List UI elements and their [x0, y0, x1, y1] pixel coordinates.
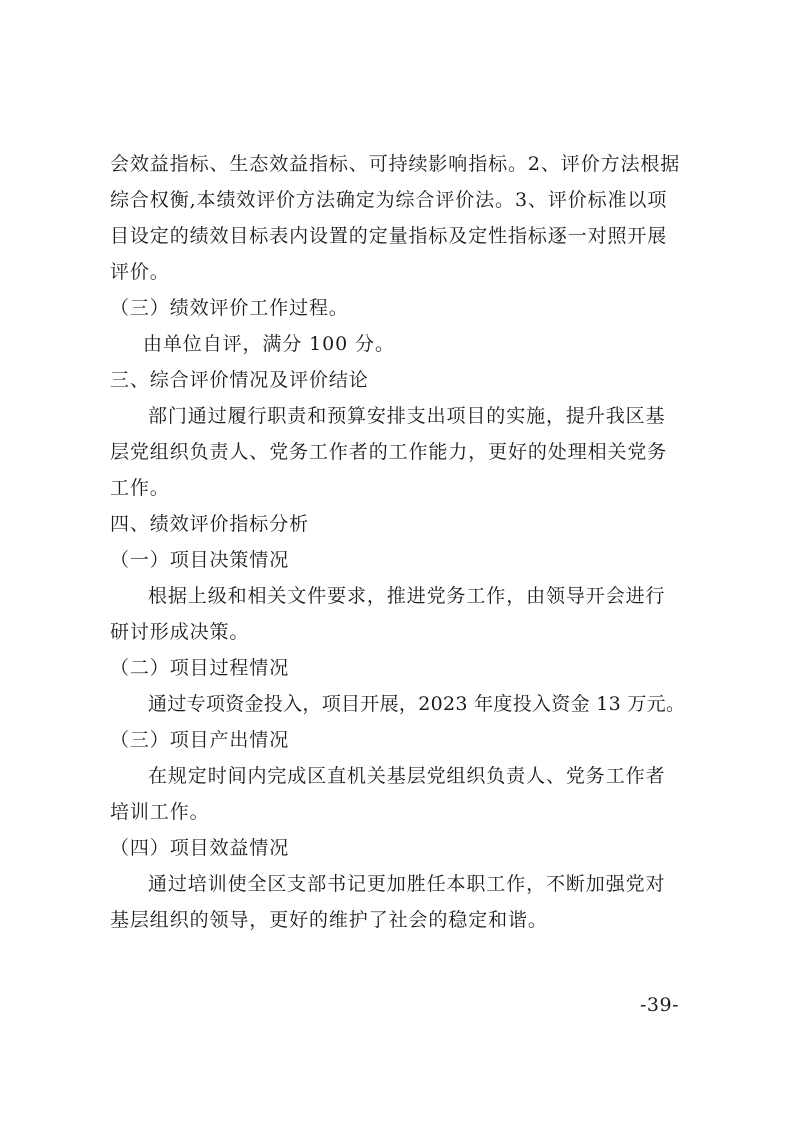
text-line: 由单位自评，满分 100 分。	[143, 333, 395, 355]
text-line: 根据上级和相关文件要求，推进党务工作，由领导开会进行	[148, 585, 666, 607]
section-subheading: （三）绩效评价工作过程。	[110, 297, 349, 319]
page-number: -39-	[640, 994, 680, 1016]
section-subheading: （一）项目决策情况	[110, 549, 290, 571]
text-line: 研讨形成决策。	[110, 621, 250, 643]
section-subheading: （三）项目产出情况	[110, 729, 290, 751]
body-text	[110, 146, 690, 938]
text-line: 工作。	[110, 477, 170, 499]
section-subheading: （二）项目过程情况	[110, 657, 290, 679]
text-line: 在规定时间内完成区直机关基层党组织负责人、党务工作者	[148, 765, 666, 787]
section-heading: 三、综合评价情况及评价结论	[110, 369, 369, 391]
text-line: 通过培训使全区支部书记更加胜任本职工作，不断加强党对	[148, 873, 666, 895]
text-line: 会效益指标、生态效益指标、可持续影响指标。2、评价方法根据	[110, 153, 681, 175]
text-line: 基层组织的领导，更好的维护了社会的稳定和谐。	[110, 909, 548, 931]
text-line: 层党组织负责人、党务工作者的工作能力，更好的处理相关党务	[110, 441, 668, 463]
section-heading: 四、绩效评价指标分析	[110, 513, 310, 535]
section-subheading: （四）项目效益情况	[110, 837, 290, 859]
text-line: 培训工作。	[110, 801, 210, 823]
text-line: 通过专项资金投入，项目开展，2023 年度投入资金 13 万元。	[148, 693, 686, 715]
text-line: 综合权衡,本绩效评价方法确定为综合评价法。3、评价标准以项	[110, 189, 668, 211]
text-line: 部门通过履行职责和预算安排支出项目的实施，提升我区基	[148, 405, 666, 427]
text-line: 目设定的绩效目标表内设置的定量指标及定性指标逐一对照开展	[110, 225, 668, 247]
text-line: 评价。	[110, 261, 170, 283]
